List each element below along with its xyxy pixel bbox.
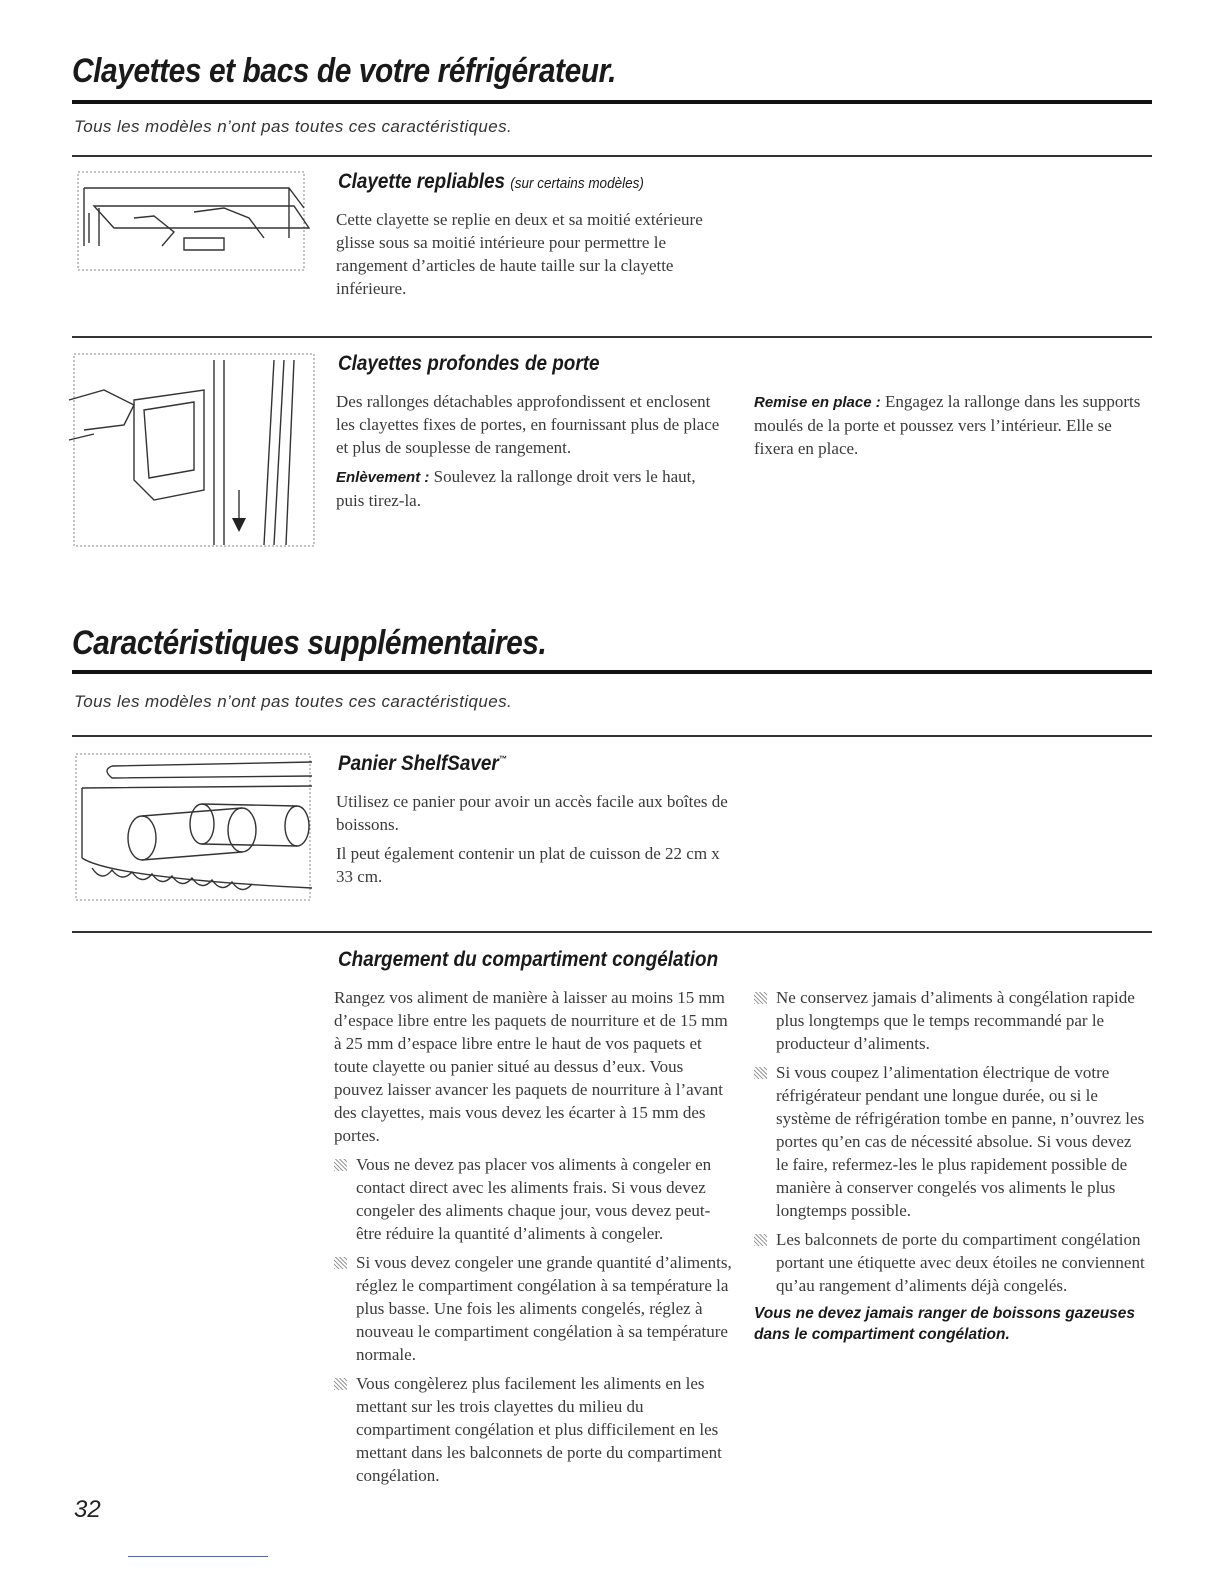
freezer-bullet: Ne conservez jamais d’aliments à congélation rapide plus longtemps que le temps recommandé par le producteur d’aliments. <box>754 986 1146 1055</box>
folding-shelf-text: Cette clayette se replie en deux et sa moitié extérieure glisse sous sa moitié intérieure pour permettre le rangement d’articles de haute taille sur la clayette inférieure. <box>336 210 703 298</box>
shelfsaver-text: Utilisez ce panier pour avoir un accès facile aux boîtes de boissons. Il peut également contenir un plat de cuisson de 22 cm x 33 cm. <box>336 792 728 886</box>
freezer-warning: Vous ne devez jamais ranger de boissons gazeuses dans le compartiment congélation. <box>754 1305 1136 1343</box>
freezer-bullet: Vous ne devez pas placer vos aliments à congeler en contact direct avec les aliments frais. Si vous devez congeler des aliments chaque jour, vous devez peut-être réduire la quantité d’aliments à congeler. <box>334 1153 732 1245</box>
section2-rule <box>72 670 1152 674</box>
section1-subtitle: Tous les modèles n’ont pas toutes ces caractéristiques. <box>74 117 513 136</box>
section2-subtitle: Tous les modèles n’ont pas toutes ces caractéristiques. <box>74 692 513 711</box>
folding-shelf-heading: Clayette repliables (sur certains modèles) <box>338 170 644 193</box>
section1-rule <box>72 100 1152 104</box>
shelfsaver-basket-illustration <box>72 748 316 908</box>
section1-title: Clayettes et bacs de votre réfrigérateur. <box>72 52 617 90</box>
freezer-heading: Chargement du compartiment congélation <box>338 948 719 971</box>
shelfsaver-heading: Panier ShelfSaver™ <box>338 752 507 775</box>
folding-shelf-note: (sur certains modèles) <box>510 175 644 192</box>
divider <box>72 931 1152 933</box>
freezer-bullet: Si vous devez congeler une grande quantité d’aliments, réglez le compartiment congélation à sa température la plus basse. Une fois les aliments congelés, réglez à nouveau le compartiment congélation à sa température normale. <box>334 1251 732 1366</box>
freezer-bullet: Les balconnets de porte du compartiment congélation portant une étiquette avec deux étoiles ne conviennent qu’au rangement d’aliments déjà congelés. <box>754 1228 1146 1297</box>
divider <box>72 735 1152 737</box>
door-bin-illustration <box>64 350 324 550</box>
freezer-left-column: Rangez vos aliment de manière à laisser au moins 15 mm d’espace libre entre les paquets de nourriture et de 15 mm à 25 mm d’espace libre entre le haut de vos paquets et toute clayette ou panier situé au dessus d’eux. Vous pouvez laisser avancer les paquets de nourriture à l’avant des clayettes, mais vous devez les écarter à 15 mm des portes. Vous ne devez pas placer vos aliments à congeler en contact direct avec les aliments frais. Si vous devez congeler des aliments chaque jour, vous devez peut-être réduire la quantité d’aliments à congeler. Si vous devez congeler une grande quantité d’aliments, réglez le compartiment congélation à sa température la plus basse. Une fois les aliments congelés, réglez à nouveau le compartiment congélation à sa température normale. Vous congèlerez plus facilement les aliments en les mettant sur les trois clayettes du milieu du compartiment congélation et plus difficilement en les mettant dans les balconnets de porte du compartiment congélation. <box>334 988 732 1485</box>
freezer-bullet: Si vous coupez l’alimentation électrique de votre réfrigérateur pendant une longue durée, ou si le système de réfrigération tombe en panne, n’ouvrez les portes qu’en cas de nécessité absolue. Si vous devez le faire, refermez-les le plus rapidement possible de manière à conserver congelés vos aliments le plus longtemps possible. <box>754 1061 1146 1222</box>
divider <box>72 336 1152 338</box>
removal-instruction: Enlèvement : Soulevez la rallonge droit vers le haut, puis tirez-la. <box>336 467 696 510</box>
replace-instruction: Remise en place : Engagez la rallonge dans les supports moulés de la porte et poussez vers l’intérieur. Elle se fixera en place. <box>754 392 1141 458</box>
section2-title: Caractéristiques supplémentaires. <box>72 624 547 662</box>
divider <box>72 155 1152 157</box>
folding-shelf-illustration <box>74 168 310 276</box>
page-number: 32 <box>74 1496 101 1523</box>
freezer-bullet: Vous congèlerez plus facilement les aliments en les mettant sur les trois clayettes du milieu du compartiment congélation et plus difficilement en les mettant dans les balconnets de porte du compartiment congélation. <box>334 1372 732 1487</box>
deep-door-text: Des rallonges détachables approfondissent et enclosent les clayettes fixes de portes, en fournissant plus de place et plus de souplesse de rangement. Enlèvement : Soulevez la rallonge droit vers le haut, puis tirez-la. <box>336 392 720 510</box>
freezer-right-column <box>754 986 1146 1351</box>
deep-door-heading: Clayettes profondes de porte <box>338 352 600 375</box>
footer-line <box>128 1556 268 1557</box>
